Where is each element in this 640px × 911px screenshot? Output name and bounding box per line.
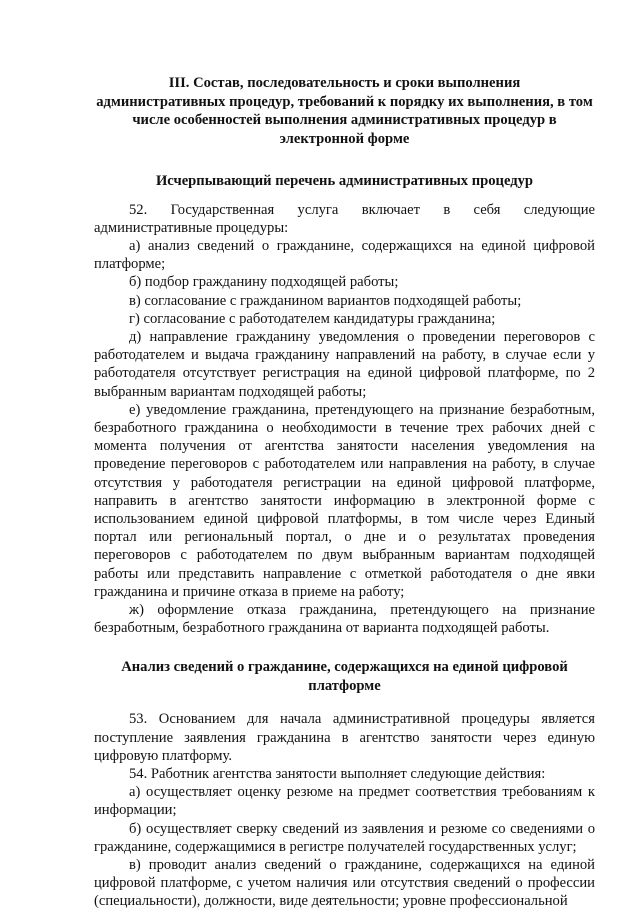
section-title-line: административных процедур, требований к порядку их выполнения, в том <box>96 93 593 110</box>
list-item-e: е) уведомление гражданина, претендующего на признание безработным, безработного гражданина о необходимости в течение трех рабочих дней с момента получения от агентства занятости населения уведомления на проведение переговоров с работодателем или направления на работу, в случае отсутствия у работодателя регистрации на единой цифровой платформе, направить в агентство занятости информацию в электронной форме с использованием единой цифровой платформы, в том числе через Единый портал или региональный портал, о дне и о результатах проведения переговоров с работодателем по двум выбранным вариантам подходящей работы или представить направление с отметкой работодателя о дне явки гражданина и причине отказа в приеме на работу; <box>94 401 595 600</box>
list-item-g: г) согласование с работодателем кандидатуры гражданина; <box>129 310 496 327</box>
list-item-zh: ж) оформление отказа гражданина, претендующего на признание безработным, безработного гражданина от варианта подходящей работы. <box>94 601 595 637</box>
subsection-heading-line: платформе <box>308 677 381 694</box>
list-item-d: д) направление гражданину уведомления о проведении переговоров с работодателем и выдача гражданину направлений на работу, в случае если у работодателя отсутствует регистрация на единой цифровой платформе, по 2 выбранным вариантам подходящей работы; <box>94 328 595 400</box>
section-title-line: числе особенностей выполнения административных процедур в <box>132 112 557 128</box>
paragraph-54-b: б) осуществляет сверку сведений из заявления и резюме со сведениями о гражданине, содержащимися в регистре получателей государственных услуг; <box>94 820 595 855</box>
subsection-heading-procedures-list: Исчерпывающий перечень административных процедур <box>155 173 534 189</box>
list-item-b: б) подбор гражданину подходящей работы; <box>129 274 399 291</box>
list-item-v: в) согласование с гражданином вариантов подходящей работы; <box>129 292 522 309</box>
paragraph-54-a: а) осуществляет оценку резюме на предмет соответствия требованиям к информации; <box>94 784 595 819</box>
paragraph-53: 53. Основанием для начала административной процедуры является поступление заявления гражданина в агентство занятости через единую цифровую платформу. <box>94 711 595 764</box>
subsection-heading-line: Анализ сведений о гражданине, содержащихся на единой цифровой <box>121 659 568 676</box>
paragraph-54-v: в) проводит анализ сведений о гражданине, содержащихся на единой цифровой платформе, с учетом наличия или отсутствия сведений о профессии (специальности), должности, виде деятельности; уровне профессиональной <box>94 857 595 910</box>
paragraph-52: 52. Государственная услуга включает в себя следующие административные процедуры: <box>94 201 595 236</box>
section-title <box>94 74 595 148</box>
section-title-line: электронной форме <box>279 130 410 147</box>
section-title-line: III. Состав, последовательность и сроки выполнения <box>168 75 521 91</box>
subsection-heading-analysis <box>94 658 595 695</box>
paragraph-54: 54. Работник агентства занятости выполняет следующие действия: <box>129 765 546 782</box>
list-item-a: а) анализ сведений о гражданине, содержащихся на единой цифровой платформе; <box>94 237 595 273</box>
